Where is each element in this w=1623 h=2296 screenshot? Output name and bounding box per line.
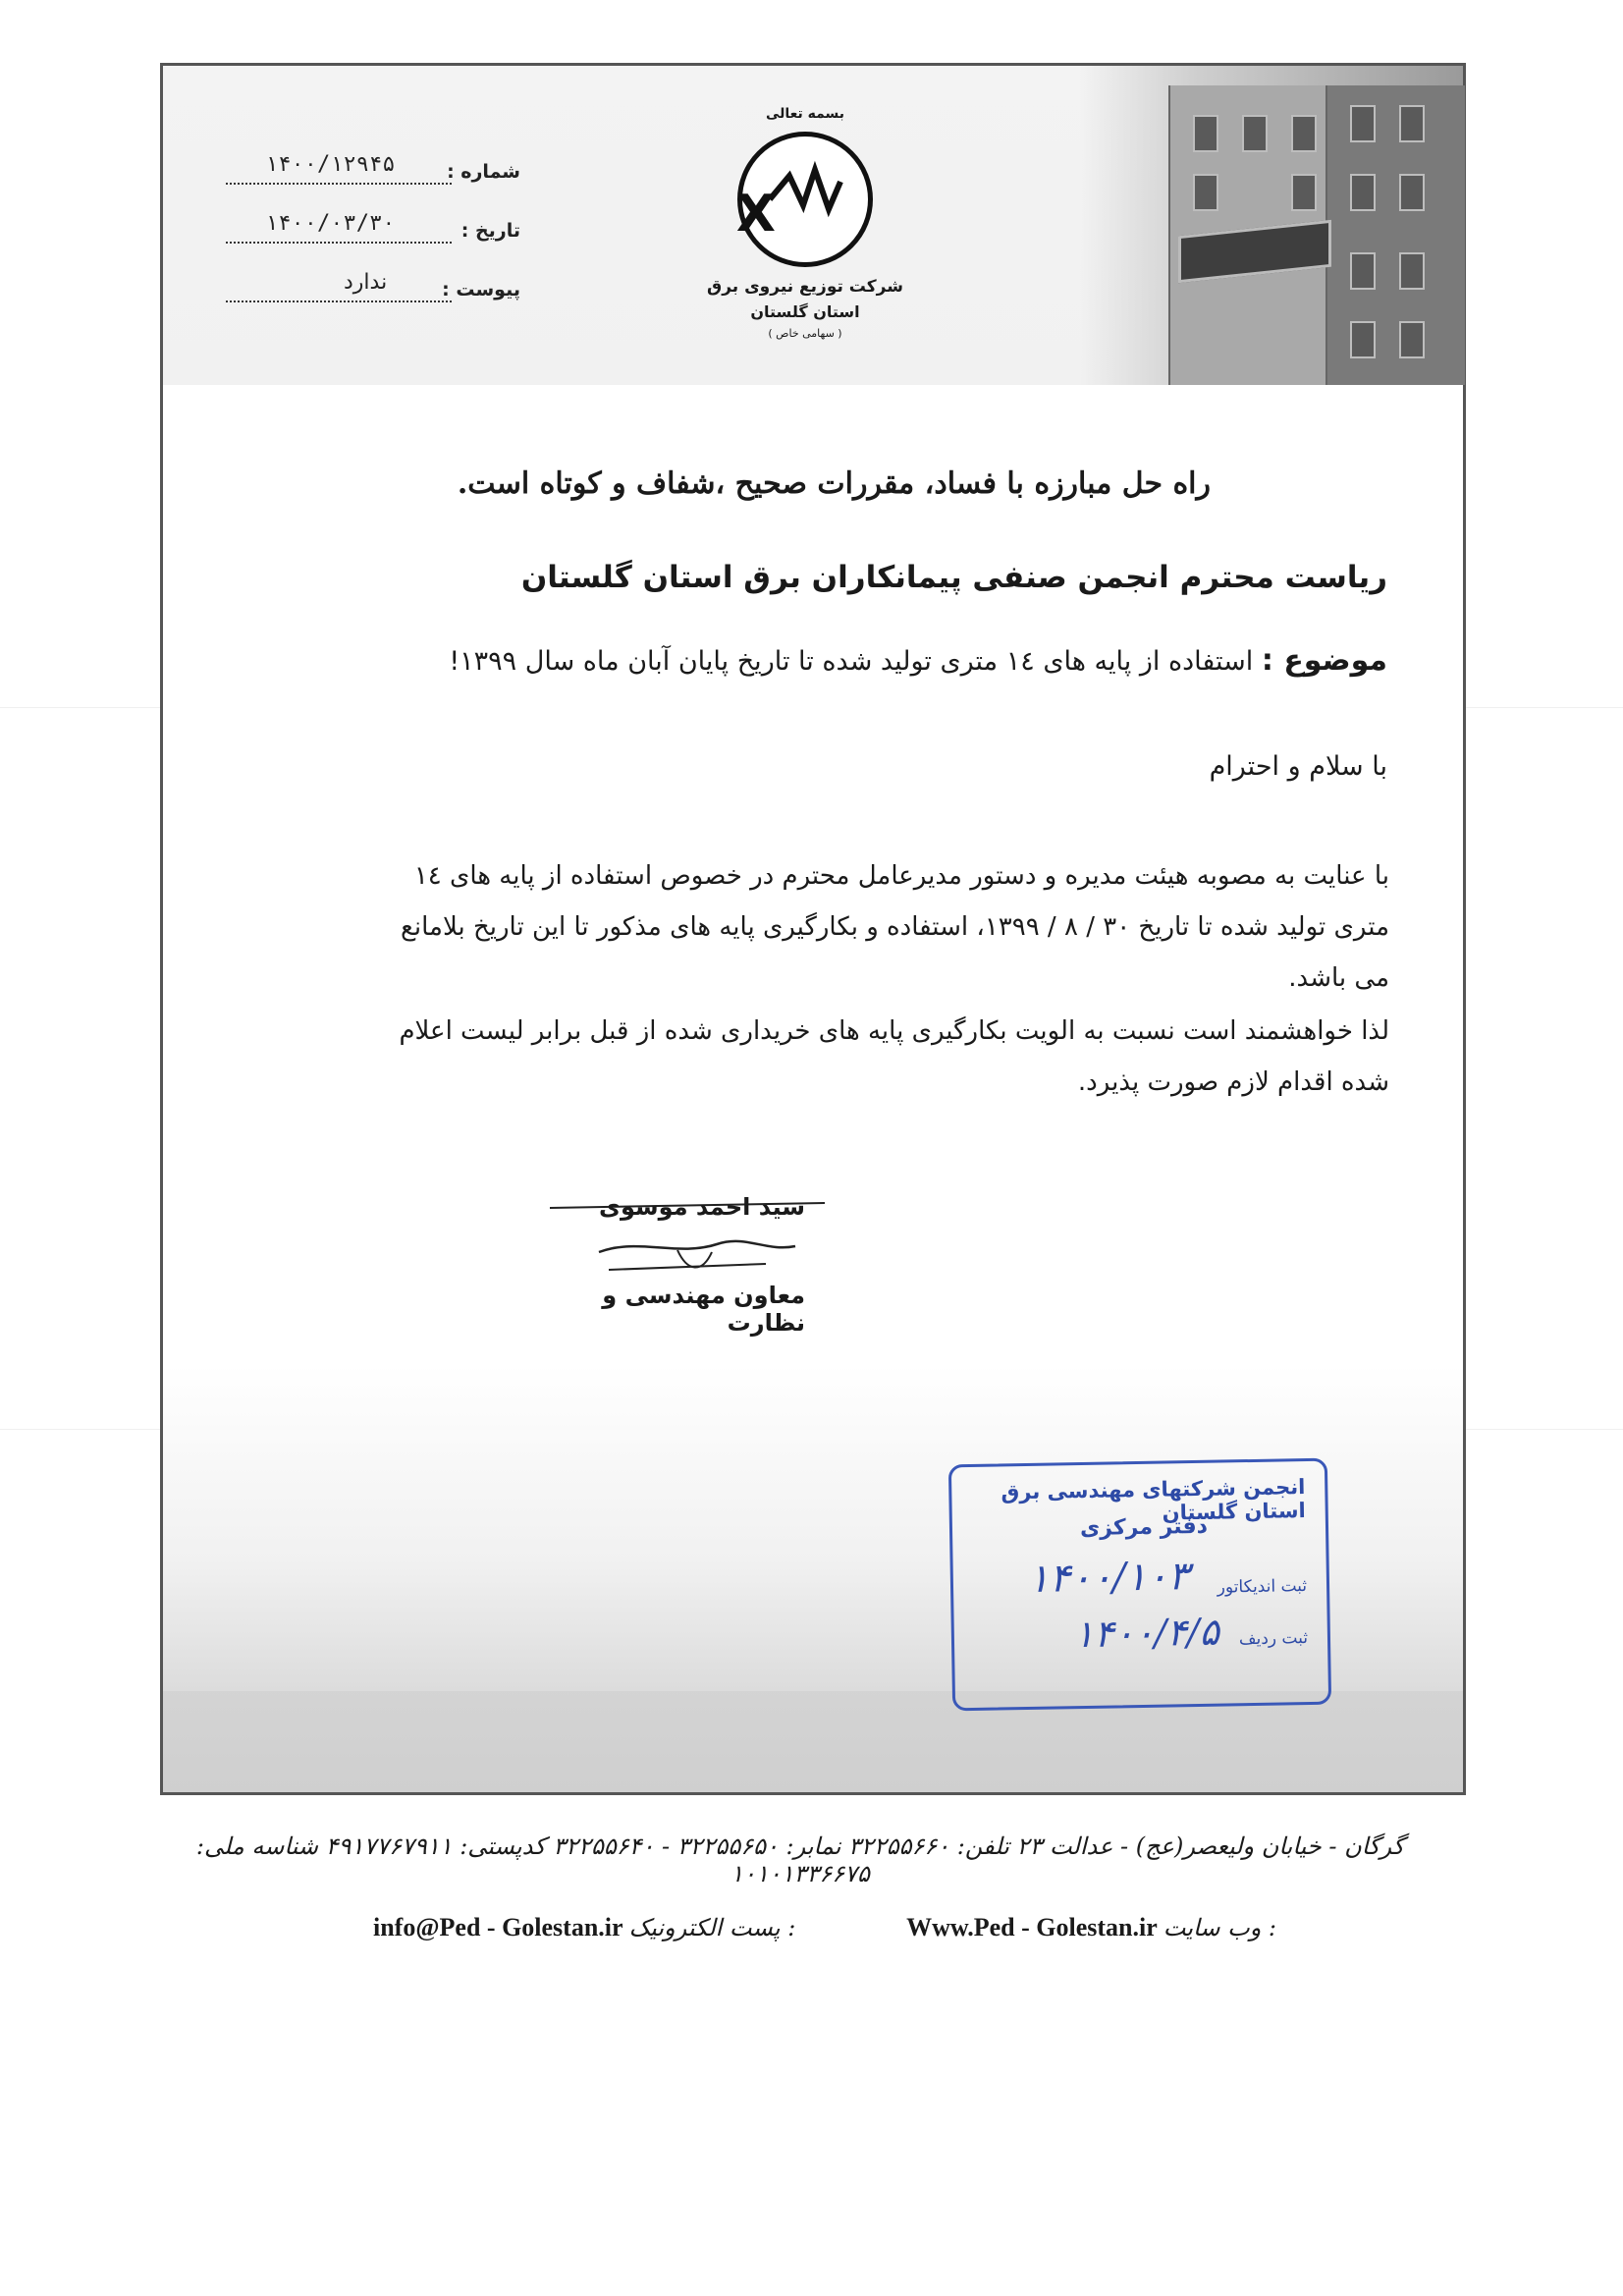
footer-website-label: وب سایت : xyxy=(1163,1914,1276,1941)
attachment-label: پیوست : xyxy=(442,279,520,301)
svg-text:X: X xyxy=(735,185,776,244)
footer-website-block xyxy=(906,1913,1276,1942)
footer-website[interactable]: Www.Ped - Golestan.ir xyxy=(906,1913,1158,1941)
company-logo-block xyxy=(677,106,933,340)
stamp-indicator-label: ثبت اندیکاتور xyxy=(1217,1576,1308,1598)
number-label: شماره : xyxy=(447,161,520,183)
anti-corruption-slogan: راه حل مبارزه با فساد، مقررات صحیح ،شفاف و کوتاه است. xyxy=(457,466,1211,501)
date-label: تاریخ : xyxy=(460,220,520,242)
registration-stamp xyxy=(948,1458,1331,1712)
subject-text: استفاده از پایه های ١٤ متری تولید شده تا تاریخ پایان آبان ماه سال ۱۳۹۹! xyxy=(449,646,1254,677)
signatory-name: سید احمد موسوی xyxy=(599,1193,805,1221)
number-value: ۱۴۰۰/۱۲۹۴۵ xyxy=(265,152,396,177)
signatory-title: معاون مهندسی و نظارت xyxy=(602,1282,805,1337)
date-value: ۱۴۰۰/۰۳/۳۰ xyxy=(265,211,396,236)
company-name: شرکت توزیع نیروی برق xyxy=(707,277,903,297)
stamp-row-value: ۱۴۰۰/۴/۵ xyxy=(1073,1610,1220,1657)
footer-email-block xyxy=(373,1913,795,1942)
letter-recipient: ریاست محترم انجمن صنفی پیمانکاران برق استان گلستان xyxy=(520,560,1387,595)
letterhead-tagline: بسمه تعالی xyxy=(765,106,845,122)
company-note: ( سهامی خاص ) xyxy=(768,327,842,340)
building-photo xyxy=(1080,66,1463,385)
number-row xyxy=(226,137,520,196)
stamp-indicator-value: ۱۴۰۰/۱۰۳ xyxy=(1027,1554,1190,1602)
letter-paragraph-1: با عنایت به مصوبه هیئت مدیره و دستور مدیرعامل محترم در خصوص استفاده از پایه های ١٤ متری تولید شده تا تاریخ ۳۰ / ۸ / ۱۳۹۹، استفاده و بکارگیری پایه های مذکور تا این تاریخ بلامانع می باشد. xyxy=(401,861,1389,993)
company-emblem-icon xyxy=(737,132,873,267)
company-province: استان گلستان xyxy=(750,302,860,321)
date-row xyxy=(226,196,520,255)
letter-metadata xyxy=(226,137,520,314)
attachment-value: ندارد xyxy=(344,270,388,295)
footer-email[interactable]: info@Ped - Golestan.ir xyxy=(373,1913,623,1941)
subject-label: موضوع : xyxy=(1261,643,1387,678)
footer-address: گرگان - خیابان ولیعصر(عج) - عدالت ۲۳ تلفن: ۳۲۲۵۵۶۶۰ نمابر: ۳۲۲۵۵۶۵۰ - ۳۲۲۵۵۶۴۰ کدپستی: ۴۹۱۷۷۶۷۹۱۱ شناسه ملی: ۱۰۱۰۱۳۳۶۶۷۵ xyxy=(195,1832,1405,1887)
attachment-row xyxy=(226,255,520,314)
signature-block xyxy=(530,1183,844,1337)
letter-subject xyxy=(406,633,1387,689)
stamp-row-label: ثبت ردیف xyxy=(1238,1628,1309,1650)
footer-email-label: پست الکترونیک : xyxy=(628,1914,796,1941)
stamp-organization: انجمن شرکتهای مهندسی برق استان گلستان xyxy=(1001,1475,1306,1525)
letter-greeting: با سلام و احترام xyxy=(1209,751,1387,782)
stamp-office: دفتر مرکزی xyxy=(1079,1513,1209,1542)
letter-paragraph-2: لذا خواهشمند است نسبت به الویت بکارگیری پایه های خریداری شده از قبل برابر لیست اعلام شده اقدام لازم صورت پذیرد. xyxy=(399,1016,1389,1097)
